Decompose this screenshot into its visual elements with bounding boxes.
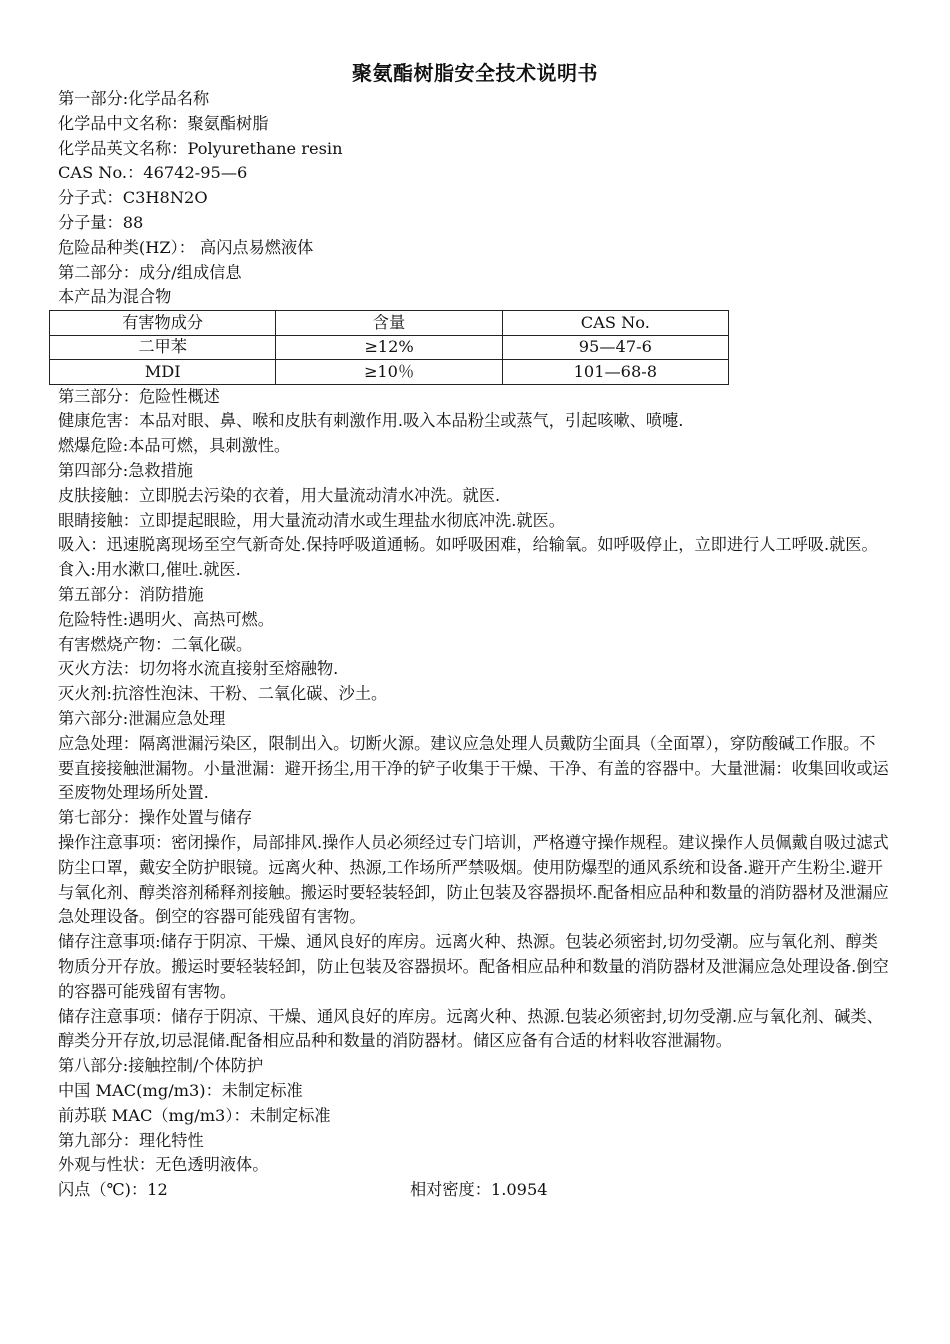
storage-precautions-2: 储存注意事项：储存于阴凉、干燥、通风良好的库房。远离火种、热源.包装必须密封,切勿受潮.应与氧化剂、碱类、醇类分开存放,切忌混储.配备相应品种和数量的消防器材。储区应备有合适的材料收容泄漏物。 bbox=[58, 1006, 883, 1051]
table-row bbox=[50, 360, 729, 385]
chinese-name: 化学品中文名称：聚氨酯树脂 bbox=[58, 113, 269, 133]
part4-heading: 第四部分:急救措施 bbox=[58, 461, 193, 481]
part7-heading: 第七部分：操作处置与储存 bbox=[58, 808, 253, 828]
extinguishing-agent: 灭火剂:抗溶性泡沫、干粉、二氧化碳、沙土。 bbox=[58, 684, 388, 704]
extinguish-method: 灭火方法：切勿将水流直接射至熔融物. bbox=[58, 659, 339, 679]
fire-hazard: 燃爆危险:本品可燃，具刺激性。 bbox=[58, 436, 291, 456]
part3-heading: 第三部分：危险性概述 bbox=[58, 386, 220, 406]
composition-table bbox=[49, 310, 729, 385]
handling-precautions: 操作注意事项：密闭操作，局部排风.操作人员必须经过专门培训，严格遵守操作规程。建议操作人员佩戴自吸过滤式防尘口罩，戴安全防护眼镜。远离火种、热源,工作场所严禁吸烟。使用防爆型的通风系统和设备.避开产生粉尘.避开与氧化剂、醇类溶剂稀释剂接触。搬运时要轻装轻卸，防止包装及容器损坏.配备相应品种和数量的消防器材及泄漏应急处理设备。倒空的容器可能残留有害物。 bbox=[58, 833, 889, 927]
hazard-class: 危险品种类(HZ）： 高闪点易燃液体 bbox=[58, 237, 314, 257]
molecular-formula: 分子式：C3H8N2O bbox=[58, 188, 208, 208]
inhalation: 吸入：迅速脱离现场至空气新奇处.保持呼吸道通畅。如呼吸困难，给输氧。如呼吸停止，立即进行人工呼吸.就医。 bbox=[58, 535, 878, 555]
part1-heading: 第一部分:化学品名称 bbox=[58, 89, 210, 108]
skin-contact: 皮肤接触：立即脱去污染的衣着，用大量流动清水冲洗。就医. bbox=[58, 485, 501, 505]
english-name: 化学品英文名称：Polyurethane resin bbox=[58, 138, 343, 158]
appearance: 外观与性状：无色透明液体。 bbox=[58, 1155, 269, 1175]
health-hazard: 健康危害：本品对眼、鼻、喉和皮肤有刺激作用.吸入本品粉尘或蒸气，引起咳嗽、喷嚏. bbox=[58, 411, 684, 431]
table-cell: MDI bbox=[50, 360, 276, 385]
flash-point: 闪点（℃)：12 bbox=[58, 1180, 168, 1200]
part2-heading: 第二部分：成分/组成信息 bbox=[58, 262, 242, 282]
eye-contact: 眼睛接触：立即提起眼睑，用大量流动清水或生理盐水彻底冲洗.就医。 bbox=[58, 510, 565, 530]
table-cell: ≥10％ bbox=[276, 360, 502, 385]
cas-number: CAS No.：46742-95—6 bbox=[58, 163, 248, 183]
fire-characteristics: 危险特性:遇明火、高热可燃。 bbox=[58, 609, 274, 629]
table-cell: 101—68-8 bbox=[502, 360, 728, 385]
combustion-products: 有害燃烧产物：二氧化碳。 bbox=[58, 634, 253, 654]
part5-heading: 第五部分：消防措施 bbox=[58, 585, 204, 605]
table-header-cell: CAS No. bbox=[502, 311, 728, 336]
part9-heading: 第九部分：理化特性 bbox=[58, 1130, 204, 1150]
table-row bbox=[50, 335, 729, 360]
table-header-row bbox=[50, 311, 729, 336]
part8-heading: 第八部分:接触控制/个体防护 bbox=[58, 1056, 264, 1076]
flash-density-row bbox=[58, 1178, 890, 1203]
ingestion: 食入:用水漱口,催吐.就医. bbox=[58, 560, 241, 580]
document-body bbox=[58, 87, 890, 1203]
china-mac: 中国 MAC(mg/m3)：未制定标准 bbox=[58, 1080, 303, 1100]
document-title: 聚氨酯树脂安全技术说明书 bbox=[352, 61, 598, 85]
mixture-note: 本产品为混合物 bbox=[58, 287, 172, 307]
part6-heading: 第六部分:泄漏应急处理 bbox=[58, 709, 226, 729]
storage-precautions-1: 储存注意事项:储存于阴凉、干燥、通风良好的库房。远离火种、热源。包装必须密封,切勿受潮。应与氧化剂、醇类物质分开存放。搬运时要轻装轻卸，防止包装及容器损坏。配备相应品种和数量的消防器材及泄漏应急处理设备.倒空的容器可能残留有害物。 bbox=[58, 932, 889, 1001]
table-header-cell: 有害物成分 bbox=[50, 311, 276, 336]
table-header-cell: 含量 bbox=[276, 311, 502, 336]
leak-response: 应急处理：隔离泄漏污染区，限制出入。切断火源。建议应急处理人员戴防尘面具（全面罩），穿防酸碱工作服。不要直接接触泄漏物。小量泄漏：避开扬尘,用干净的铲子收集于干燥、干净、有盖的容器中。大量泄漏：收集回收或运至废物处理场所处置. bbox=[58, 733, 889, 803]
table-cell: 95—47-6 bbox=[502, 335, 728, 360]
molecular-weight: 分子量：88 bbox=[58, 212, 144, 232]
ussr-mac: 前苏联 MAC（mg/m3）：未制定标准 bbox=[58, 1105, 331, 1125]
table-cell: ≥12% bbox=[276, 335, 502, 360]
relative-density: 相对密度：1.0954 bbox=[410, 1180, 548, 1200]
table-cell: 二甲苯 bbox=[50, 335, 276, 360]
